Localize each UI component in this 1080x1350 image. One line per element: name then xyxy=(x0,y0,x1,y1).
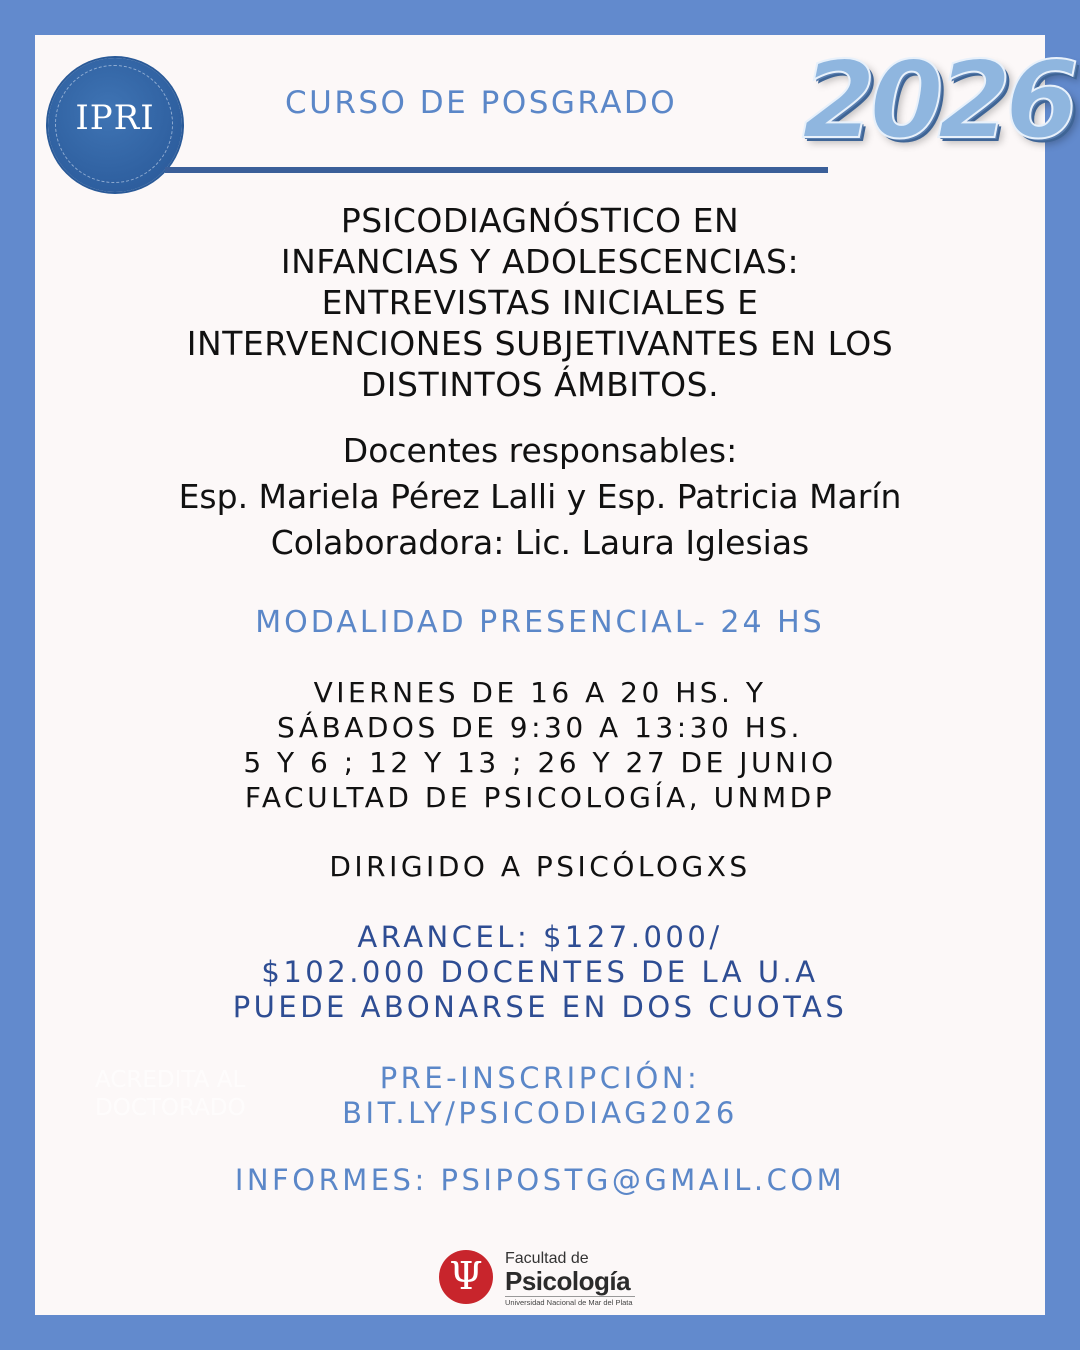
schedule-line: 5 Y 6 ; 12 Y 13 ; 26 Y 27 DE JUNIO xyxy=(243,746,837,779)
year-badge: 2026 xyxy=(802,39,1074,162)
title-line: INFANCIAS Y ADOLESCENCIAS: xyxy=(280,242,800,281)
faculty-logo-line3: Universidad Nacional de Mar del Plata xyxy=(505,1298,633,1307)
schedule-block xyxy=(55,675,1025,815)
ipri-logo xyxy=(48,58,182,192)
course-kicker: CURSO DE POSGRADO xyxy=(285,85,678,121)
contact-email[interactable]: INFORMES: PSIPOSTG@GMAIL.COM xyxy=(234,1163,846,1197)
faint-note-line: ACREDITA AL xyxy=(95,1067,246,1093)
fee-line: $102.000 DOCENTES DE LA U.A xyxy=(261,955,819,989)
faculty-logo-line1: Facultad de xyxy=(505,1250,589,1267)
teachers-names: Esp. Mariela Pérez Lalli y Esp. Patricia Marín xyxy=(178,477,902,516)
preregistration-link[interactable]: BIT.LY/PSICODIAG2026 xyxy=(342,1096,738,1130)
faculty-logo-line2: Psicología xyxy=(505,1266,631,1296)
modality: MODALIDAD PRESENCIAL- 24 HS xyxy=(255,605,825,640)
ipri-logo-text: IPRI xyxy=(75,98,155,138)
faculty-logo xyxy=(439,1248,644,1308)
schedule-line: VIERNES DE 16 A 20 HS. Y xyxy=(313,676,767,709)
teachers-heading: Docentes responsables: xyxy=(342,431,738,470)
faint-doctorate-note xyxy=(95,1066,285,1122)
header-divider xyxy=(165,167,828,173)
psi-icon: Ψ xyxy=(439,1250,493,1304)
teachers-block xyxy=(55,428,1025,566)
faculty-logo-rule xyxy=(505,1296,635,1297)
fee-line: ARANCEL: $127.000/ xyxy=(357,920,723,954)
preregistration-label: PRE-INSCRIPCIÓN: xyxy=(379,1061,701,1095)
faint-note-line: DOCTORADO xyxy=(95,1095,246,1121)
course-title xyxy=(55,200,1025,405)
audience: DIRIGIDO A PSICÓLOGXS xyxy=(329,850,751,883)
fees-block xyxy=(55,920,1025,1025)
title-line: INTERVENCIONES SUBJETIVANTES EN LOS xyxy=(186,324,894,363)
collaborator: Colaboradora: Lic. Laura Iglesias xyxy=(270,523,810,562)
title-line: ENTREVISTAS INICIALES E xyxy=(321,283,759,322)
title-line: DISTINTOS ÁMBITOS. xyxy=(360,365,720,404)
schedule-line: SÁBADOS DE 9:30 A 13:30 HS. xyxy=(277,711,803,744)
title-line: PSICODIAGNÓSTICO EN xyxy=(340,201,740,240)
schedule-line: FACULTAD DE PSICOLOGÍA, UNMDP xyxy=(244,781,836,814)
fee-line: PUEDE ABONARSE EN DOS CUOTAS xyxy=(232,990,848,1024)
poster-card xyxy=(35,35,1074,1315)
